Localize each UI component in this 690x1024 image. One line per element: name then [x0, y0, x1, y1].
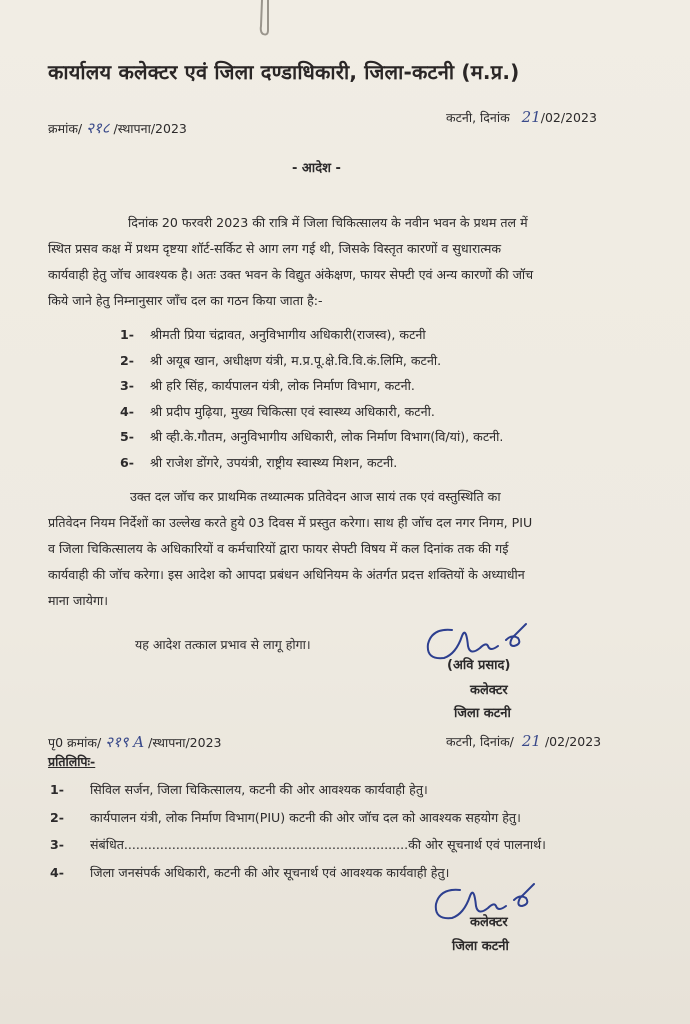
ref-prefix: क्रमांक/: [48, 121, 83, 136]
list-item: 4- श्री प्रदीप मुढ़िया, मुख्य चिकित्सा एवं स्वास्थ्य अधिकारी, कटनी.: [120, 403, 435, 419]
body-line: उक्त दल जॉच कर प्राथमिक तथ्यात्मक प्रतिवेदन आज सायं तक एवं वस्तुस्थिति का: [130, 489, 501, 504]
endorsement-date-rest: /02/2023: [544, 734, 602, 749]
intro-line: दिनांक 20 फरवरी 2023 की रात्रि में जिला चिकित्सालय के नवीन भवन के प्रथम तल में: [128, 215, 528, 230]
list-item: 5- श्री व्ही.के.गौतम, अनुविभागीय अधिकारी, लोक निर्माण विभाग(वि/यां), कटनी.: [120, 429, 504, 444]
intro-line: किये जाने हेतु निम्नानुसार जाँच दल का गठन किया जाता है:-: [48, 293, 323, 308]
date-rest: /02/2023: [540, 110, 597, 125]
binder-clip-icon: [258, 0, 278, 40]
body-line: प्रतिवेदन नियम निर्देशों का उल्लेख करते हुये 03 दिवस में प्रस्तुत करेगा। साथ ही जॉच दल नगर निगम, PIU: [48, 515, 533, 530]
endorsement-ref-number-handwritten: २१९ A: [105, 733, 145, 751]
office-title: कार्यालय कलेक्टर एवं जिला दण्डाधिकारी, जिला-कटनी (म.प्र.): [48, 60, 520, 84]
list-item: 1- श्रीमती प्रिया चंद्रावत, अनुविभागीय अधिकारी(राजस्व), कटनी: [120, 327, 426, 342]
copy-heading: प्रतिलिपिः-: [48, 754, 96, 769]
ref-number-handwritten: २१८: [86, 119, 110, 137]
endorsement-reference: [48, 732, 222, 752]
date-prefix: कटनी, दिनांक: [446, 110, 510, 125]
order-date: [446, 108, 597, 126]
endorsement-ref-prefix: पृ0 क्रमांक/: [48, 735, 102, 750]
intro-paragraph: [48, 210, 648, 314]
list-item: 3- श्री हरि सिंह, कार्यपालन यंत्री, लोक निर्माण विभाग, कटनी.: [120, 378, 415, 393]
endorsement-date: [446, 732, 601, 750]
signatory-designation: कलेक्टर: [470, 683, 508, 698]
signatory-2-designation: कलेक्टर: [470, 915, 508, 930]
list-item: 2- श्री अयूब खान, अधीक्षण यंत्री, म.प्र.पू.क्षे.वि.वि.कं.लिमि, कटनी.: [120, 352, 442, 368]
list-item: 4- जिला जनसंपर्क अधिकारी, कटनी की ओर सूचनार्थ एवं आवश्यक कार्यवाही हेतु।: [50, 864, 450, 880]
endorsement-date-prefix: कटनी, दिनांक/: [446, 734, 514, 749]
body-line: माना जायेगा।: [48, 593, 109, 608]
endorsement-date-day-handwritten: 21: [521, 732, 541, 750]
order-heading: - आदेश -: [292, 161, 341, 176]
signatory-name: (अवि प्रसाद): [447, 658, 511, 673]
intro-line: स्थित प्रसव कक्ष में प्रथम दृष्टया शॉर्ट-सर्किट से आग लग गई थी, जिसके विस्तृत कारणों व सुधारात्मक: [48, 241, 502, 256]
ref-suffix: /स्थापना/2023: [113, 121, 187, 136]
order-reference: [48, 118, 187, 138]
body-line: व जिला चिकित्सालय के अधिकारियों व कर्मचारियों द्वारा फायर सेफ्टी विषय में कल दिनांक तक की गई: [48, 541, 509, 556]
committee-members-list: [120, 322, 503, 475]
body-line: कार्यवाही की जॉच करेगा। इस आदेश को आपदा प्रबंधन अधिनियम के अंतर्गत प्रदत्त शक्तियों के अध्याधीन: [48, 567, 525, 582]
signatory-2-district: जिला कटनी: [452, 939, 509, 954]
endorsement-ref-suffix: /स्थापना/2023: [148, 735, 222, 750]
date-day-handwritten: 21: [521, 108, 541, 126]
copy-list: [50, 776, 546, 886]
list-item: 3- संबंधित.......................................................................की ओर सूचनार्थ एवं पालनार्थ।: [50, 837, 546, 852]
intro-line: कार्यवाही हेतु जॉच आवश्यक है। अतः उक्त भवन के विद्युत अंकेक्षण, फायर सेफ्टी एवं अन्य कारणों की जॉच: [48, 267, 534, 282]
effect-statement: यह आदेश तत्काल प्रभाव से लागू होगा।: [135, 637, 311, 652]
body-paragraph: [48, 484, 648, 614]
list-item: 2- कार्यपालन यंत्री, लोक निर्माण विभाग(PIU) कटनी की ओर जॉच दल को आवश्यक सहयोग हेतु।: [50, 809, 521, 825]
signatory-district: जिला कटनी: [454, 706, 511, 721]
list-item: 6- श्री राजेश डोंगरे, उपयंत्री, राष्ट्रीय स्वास्थ्य मिशन, कटनी.: [120, 454, 398, 470]
list-item: 1- सिविल सर्जन, जिला चिकित्सालय, कटनी की ओर आवश्यक कार्यवाही हेतु।: [50, 782, 428, 797]
